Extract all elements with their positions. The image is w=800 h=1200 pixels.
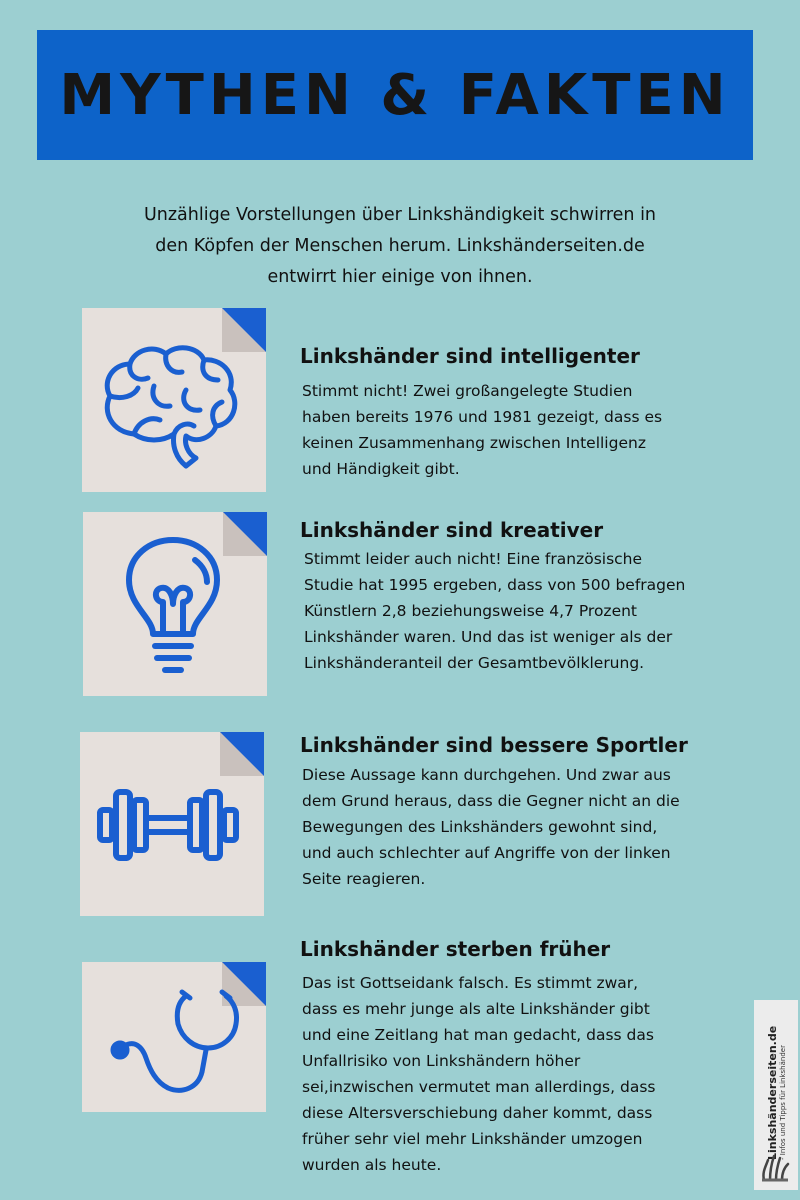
item-line: dass es mehr junge als alte Linkshänder gibt xyxy=(302,1000,650,1018)
item-line: Das ist Gottseidank falsch. Es stimmt zwar, xyxy=(302,974,639,992)
item-title: Linkshänder sind intelligenter xyxy=(300,344,640,368)
item-line: und Händigkeit gibt. xyxy=(302,460,460,478)
brain-icon xyxy=(94,326,246,478)
intro-line: den Köpfen der Menschen herum. Linkshänderseiten.de xyxy=(155,236,645,256)
item-line: früher sehr viel mehr Linkshänder umzogen xyxy=(302,1130,643,1148)
item-line: Linkshänderanteil der Gesamtbevölklerung. xyxy=(304,654,645,672)
dumbbell-icon xyxy=(92,750,244,902)
item-line: Künstlern 2,8 beziehungsweise 4,7 Prozent xyxy=(304,602,638,620)
item-line: und eine Zeitlang hat man gedacht, dass das xyxy=(302,1026,654,1044)
intro-line: entwirrt hier einige von ihnen. xyxy=(267,267,533,287)
item-line: und auch schlechter auf Angriffe von der linken xyxy=(302,844,671,862)
item-line: keinen Zusammenhang zwischen Intelligenz xyxy=(302,434,646,452)
item-line: diese Altersverschiebung daher kommt, dass xyxy=(302,1104,653,1122)
title-banner xyxy=(37,30,753,160)
item-title: Linkshänder sind kreativer xyxy=(300,518,604,542)
item-body xyxy=(304,546,685,676)
item-line: haben bereits 1976 und 1981 gezeigt, dass es xyxy=(302,408,663,426)
item-line: Seite reagieren. xyxy=(302,870,426,888)
lightbulb-icon xyxy=(95,530,247,682)
item-body xyxy=(302,378,662,482)
item-line: Bewegungen des Linkshänders gewohnt sind, xyxy=(302,818,658,836)
site-name: Linkshänderseiten.de xyxy=(765,1025,779,1160)
item-line: Diese Aussage kann durchgehen. Und zwar aus xyxy=(302,766,671,784)
stethoscope-card xyxy=(82,962,266,1112)
item-line: Studie hat 1995 ergeben, dass von 500 befragen xyxy=(304,576,686,594)
item-line: Stimmt leider auch nicht! Eine französische xyxy=(304,550,643,568)
item-line: sei,inzwischen vermutet man allerdings, dass xyxy=(302,1078,656,1096)
site-badge xyxy=(754,1000,798,1190)
item-body xyxy=(302,970,655,1178)
dumbbell-card xyxy=(80,732,264,916)
site-tagline: - Infos und Tipps für Linkshänder xyxy=(778,1045,787,1160)
brain-card xyxy=(82,308,266,492)
item-line: Stimmt nicht! Zwei großangelegte Studien xyxy=(302,382,633,400)
intro-text xyxy=(80,200,720,293)
lightbulb-card xyxy=(83,512,267,696)
hand-print-icon xyxy=(758,1150,794,1186)
stethoscope-icon xyxy=(94,972,246,1102)
item-title: Linkshänder sind bessere Sportler xyxy=(300,733,688,757)
item-line: dem Grund heraus, dass die Gegner nicht an die xyxy=(302,792,680,810)
item-body xyxy=(302,762,680,892)
page-title: MYTHEN & FAKTEN xyxy=(59,62,731,128)
item-line: wurden als heute. xyxy=(302,1156,442,1174)
item-title: Linkshänder sterben früher xyxy=(300,937,611,961)
intro-line: Unzählige Vorstellungen über Linkshändigkeit schwirren in xyxy=(143,205,657,225)
item-line: Linkshänder waren. Und das ist weniger als der xyxy=(304,628,673,646)
item-line: Unfallrisiko von Linkshändern höher xyxy=(302,1052,581,1070)
